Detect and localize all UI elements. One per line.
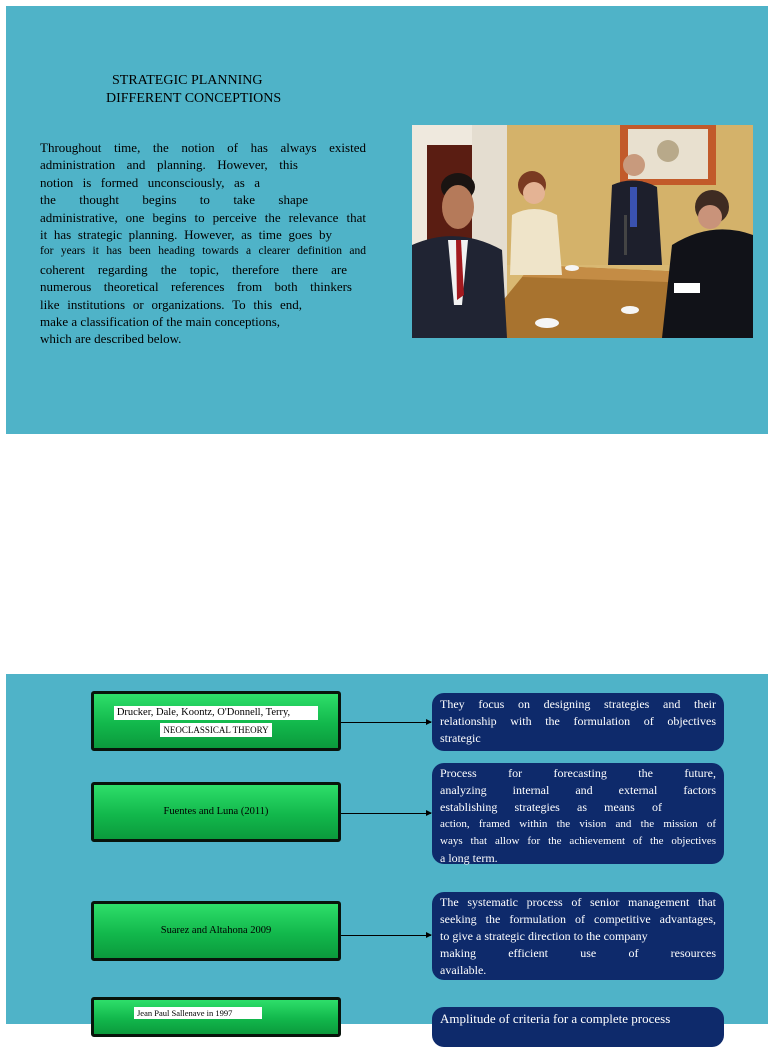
paragraph-line: for years it has been heading towards a clearer definition and	[40, 245, 366, 258]
source-box-sallenave	[91, 997, 341, 1037]
description-box	[432, 693, 724, 751]
paragraph-line: make a classification of the main conceptions,	[40, 314, 281, 330]
description-line: Process for forecasting the future,	[440, 766, 716, 780]
description-line: relationship with the formulation of objectives	[440, 714, 716, 728]
title-line-2: DIFFERENT CONCEPTIONS	[106, 91, 282, 106]
source-sublabel: NEOCLASSICAL THEORY	[160, 723, 271, 737]
connector-arrow	[341, 935, 431, 936]
description-line: ways that allow for the achievement of the objectives	[440, 835, 716, 847]
description-line: establishing strategies as means of	[440, 800, 662, 814]
description-line: They focus on designing strategies and their	[440, 697, 716, 711]
slide-conceptions	[6, 674, 768, 1024]
source-label: Drucker, Dale, Koontz, O'Donnell, Terry,	[114, 706, 318, 720]
source-box-suarez-altahona	[91, 901, 341, 961]
description-line: Amplitude of criteria for a complete process	[440, 1011, 671, 1026]
description-line: a long term.	[440, 851, 498, 865]
paragraph-line: notion is formed unconsciously, as a	[40, 174, 260, 190]
description-box	[432, 892, 724, 980]
description-line: to give a strategic direction to the company	[440, 929, 648, 943]
source-box-fuentes-luna	[91, 782, 341, 842]
paragraph-line: coherent regarding the topic, therefore there are	[40, 261, 347, 277]
source-label: Jean Paul Sallenave in 1997	[134, 1007, 262, 1019]
paragraph-line: the thought begins to take shape	[40, 192, 308, 208]
paragraph-line: it has strategic planning. However, as time goes by	[40, 227, 332, 243]
paragraph-line: Throughout time, the notion of has always existed	[40, 140, 366, 155]
paragraph-line: which are described below.	[40, 331, 182, 347]
meeting-photo	[412, 125, 753, 338]
source-box-neoclassical	[91, 691, 341, 751]
description-line: strategic	[440, 731, 481, 745]
paragraph-line: like institutions or organizations. To this end,	[40, 296, 302, 312]
description-box	[432, 763, 724, 864]
slide-strategic-planning	[6, 6, 768, 434]
paragraph-line: administration and planning. However, this	[40, 157, 298, 173]
description-line: available.	[440, 963, 487, 977]
description-line: action, framed within the vision and the mission of	[440, 818, 716, 830]
intro-paragraph	[40, 139, 366, 348]
description-line: making efficient use of resources	[440, 946, 716, 960]
description-line: The systematic process of senior management that	[440, 895, 716, 909]
slide-title	[106, 72, 306, 108]
description-line: analyzing internal and external factors	[440, 783, 716, 797]
paragraph-line: administrative, one begins to perceive the relevance that	[40, 209, 366, 225]
description-box	[432, 1007, 724, 1047]
source-label: Fuentes and Luna (2011)	[163, 806, 269, 817]
title-line-1: STRATEGIC PLANNING	[112, 73, 263, 88]
connector-arrow	[341, 813, 431, 814]
source-label: Suarez and Altahona 2009	[160, 925, 272, 936]
connector-arrow	[341, 722, 431, 723]
paragraph-line: numerous theoretical references from both thinkers	[40, 279, 352, 295]
description-line: seeking the formulation of competitive advantages,	[440, 912, 716, 926]
